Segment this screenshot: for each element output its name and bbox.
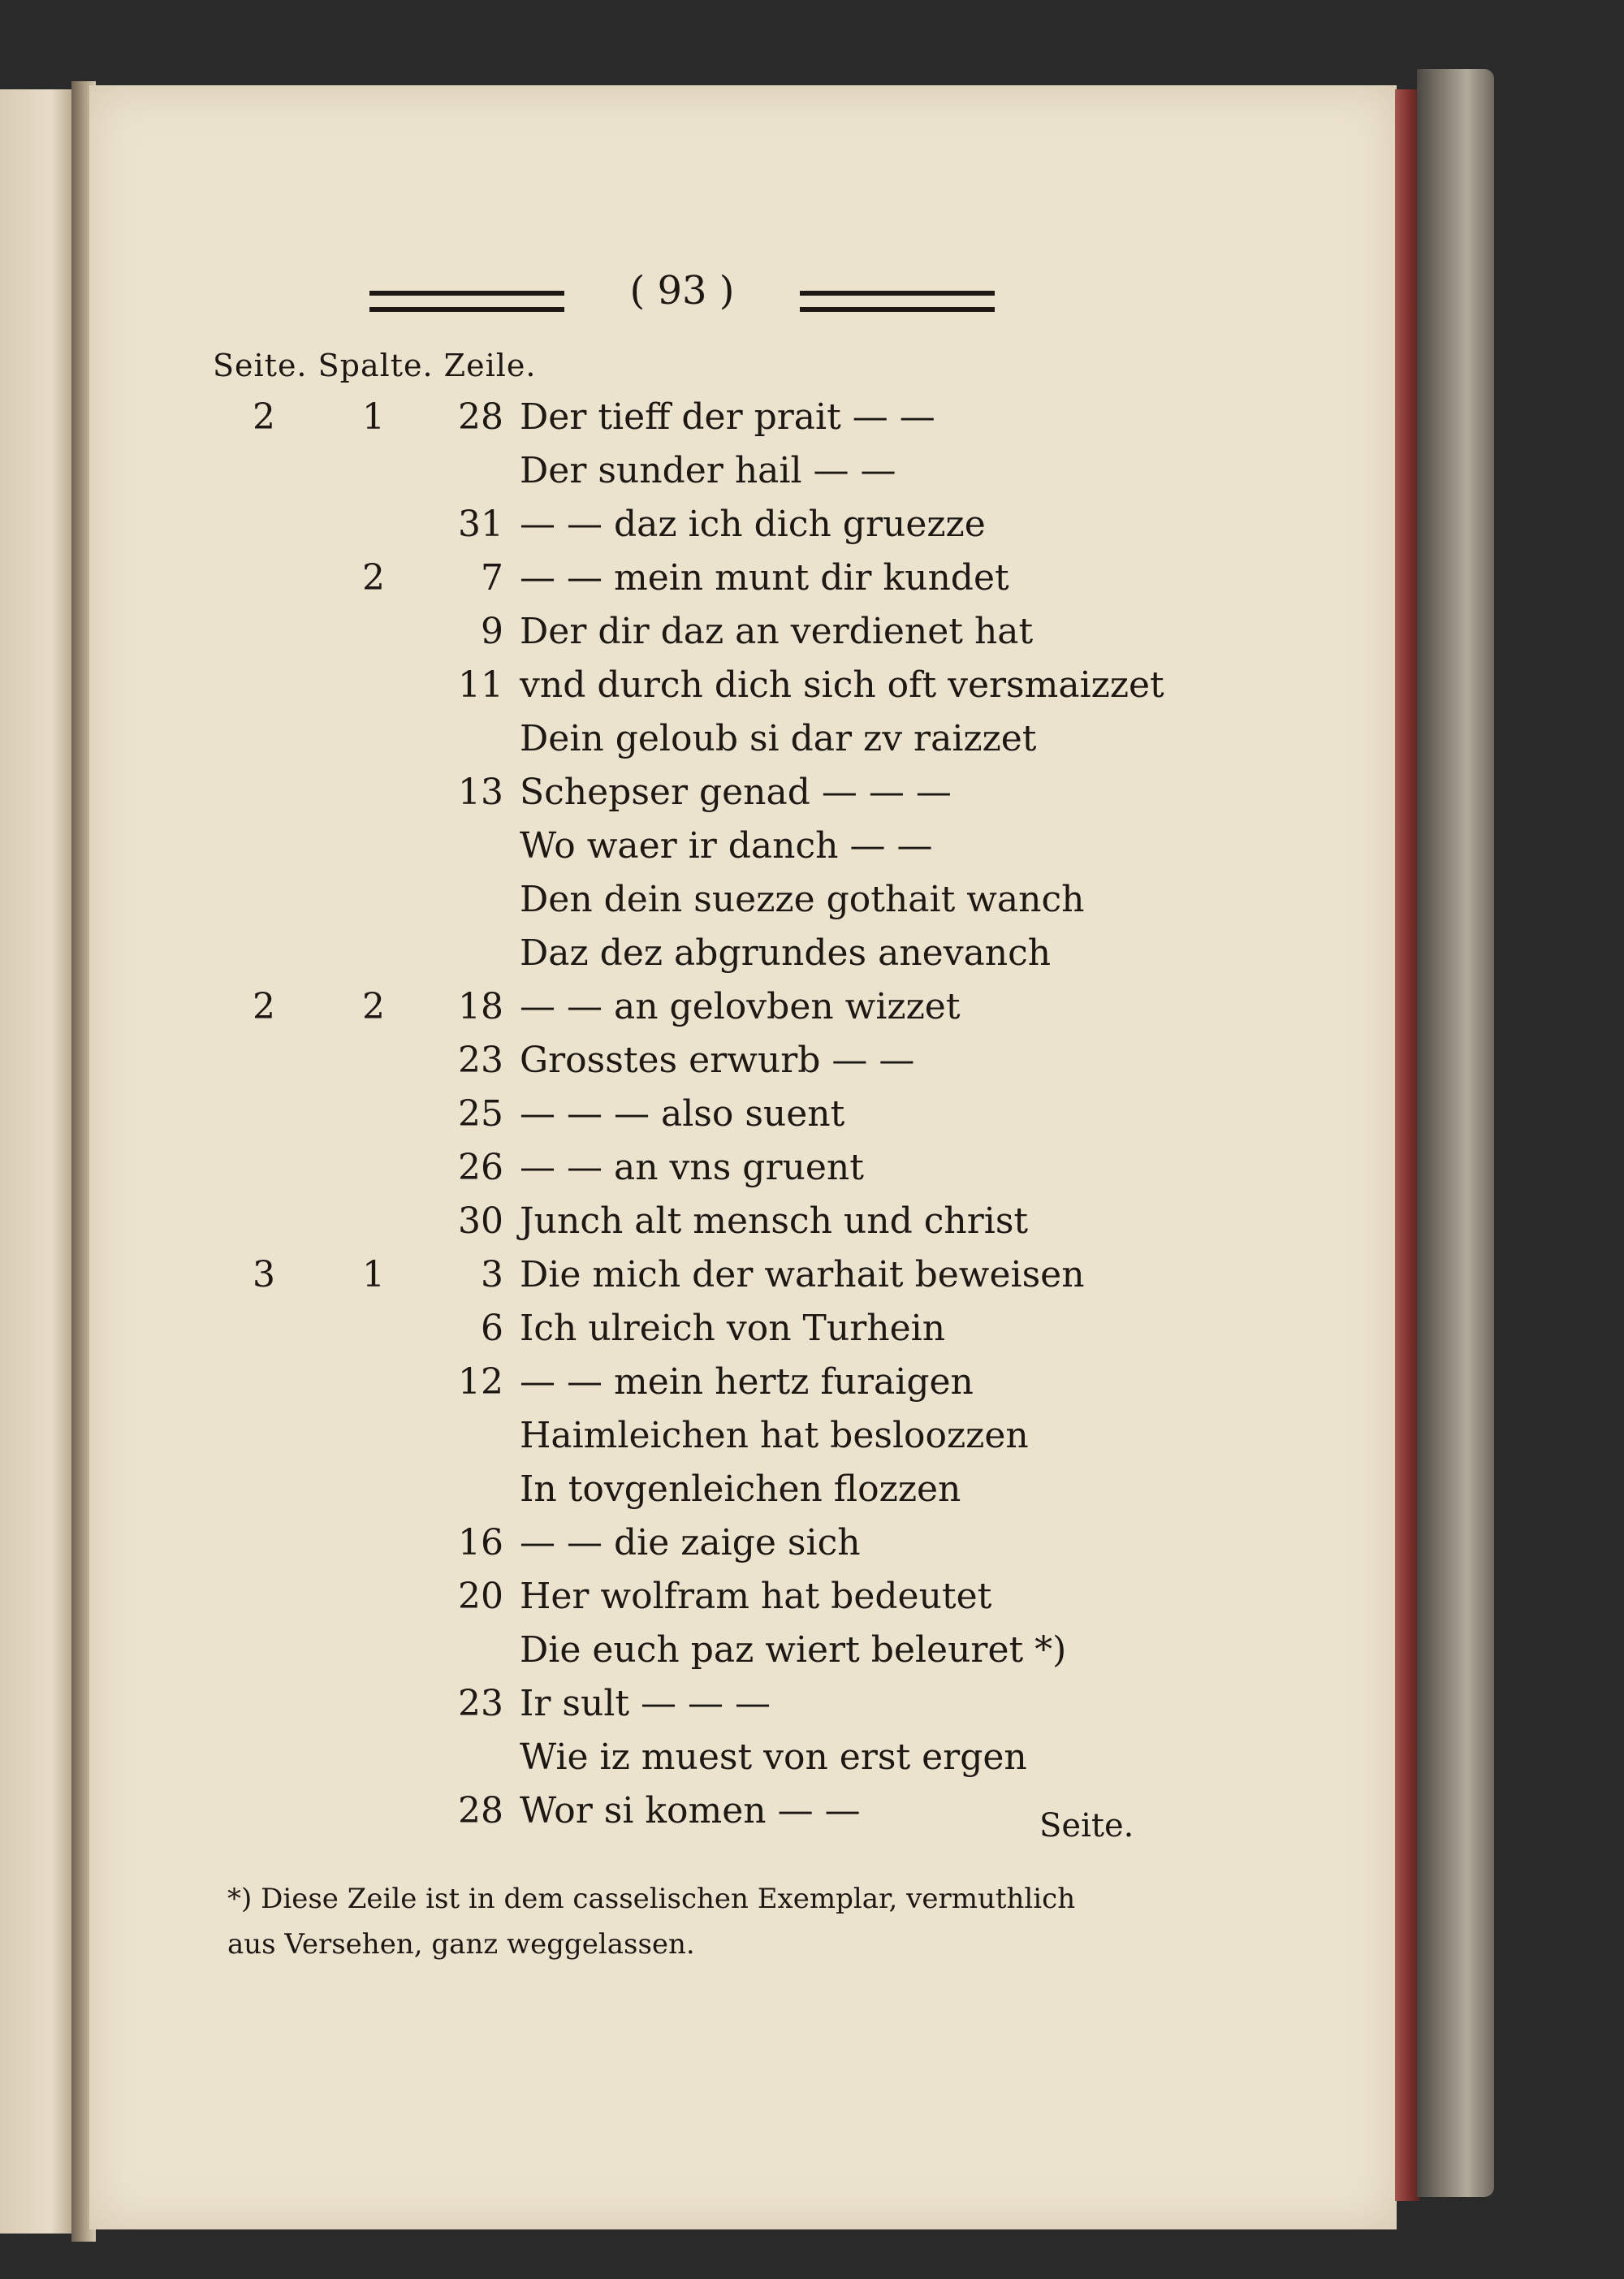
header-rule-right: [800, 291, 995, 312]
row-text: Dein geloub si dar zv raizzet: [520, 718, 1037, 759]
errata-row: [0, 396, 1218, 445]
row-text: — — mein hertz furaigen: [520, 1361, 974, 1403]
row-text: Grosstes erwurb — —: [520, 1040, 915, 1081]
errata-row: [0, 1308, 1218, 1356]
errata-row: [0, 1683, 1218, 1732]
row-text: Wo waer ir danch — —: [520, 825, 933, 867]
row-text: — — — also suent: [520, 1093, 845, 1135]
row-text: In tovgenleichen flozzen: [520, 1468, 961, 1510]
errata-row: [0, 1361, 1218, 1410]
row-seite: 2: [253, 396, 275, 438]
errata-row: [0, 772, 1218, 820]
row-seite: 3: [253, 1254, 275, 1295]
row-zeile: 25: [458, 1093, 503, 1135]
row-spalte: 1: [362, 1254, 385, 1295]
errata-row: [0, 1147, 1218, 1196]
row-text: — — daz ich dich gruezze: [520, 504, 986, 545]
errata-row: [0, 611, 1218, 659]
row-zeile: 28: [458, 1790, 503, 1831]
row-text: Wor si komen — —: [520, 1790, 861, 1831]
errata-row: [0, 986, 1218, 1035]
row-zeile: 23: [458, 1683, 503, 1724]
row-text: Die euch paz wiert beleuret *): [520, 1629, 1067, 1671]
row-zeile: 23: [458, 1040, 503, 1081]
errata-row: [0, 1093, 1218, 1142]
row-text: Der tieff der prait — —: [520, 396, 935, 438]
page-edge: [1395, 89, 1419, 2201]
row-text: Wie iz muest von erst ergen: [520, 1736, 1027, 1778]
row-text: Daz dez abgrundes anevanch: [520, 932, 1052, 974]
row-text: Haimleichen hat besloozzen: [520, 1415, 1029, 1456]
book-cover-edge: [1417, 69, 1494, 2197]
errata-row: [0, 932, 1218, 981]
errata-row: [0, 1576, 1218, 1624]
errata-row: [0, 1415, 1218, 1464]
row-zeile: 9: [481, 611, 503, 652]
row-zeile: 16: [458, 1522, 503, 1563]
row-spalte: 2: [362, 557, 385, 599]
row-text: — — an gelovben wizzet: [520, 986, 961, 1027]
row-zeile: 26: [458, 1147, 503, 1188]
row-text: Ir sult — — —: [520, 1683, 771, 1724]
row-text: vnd durch dich sich oft versmaizzet: [520, 664, 1164, 706]
column-headers: Seite. Spalte. Zeile.: [213, 348, 537, 383]
row-zeile: 18: [458, 986, 503, 1027]
row-seite: 2: [253, 986, 275, 1027]
row-zeile: 12: [458, 1361, 503, 1403]
errata-row: [0, 450, 1218, 499]
errata-row: [0, 1040, 1218, 1088]
errata-row: [0, 1736, 1218, 1785]
row-zeile: 3: [481, 1254, 503, 1295]
errata-row: [0, 504, 1218, 552]
row-zeile: 6: [481, 1308, 503, 1349]
errata-row: [0, 557, 1218, 606]
row-text: Ich ulreich von Turhein: [520, 1308, 946, 1349]
errata-row: [0, 1522, 1218, 1571]
row-spalte: 1: [362, 396, 385, 438]
row-zeile: 30: [458, 1200, 503, 1242]
row-text: Junch alt mensch und christ: [520, 1200, 1029, 1242]
errata-row: [0, 879, 1218, 928]
row-text: — — mein munt dir kundet: [520, 557, 1009, 599]
errata-row: [0, 664, 1218, 713]
errata-row: [0, 1790, 1218, 1839]
row-text: — — an vns gruent: [520, 1147, 864, 1188]
row-zeile: 20: [458, 1576, 503, 1617]
row-zeile: 28: [458, 396, 503, 438]
row-zeile: 31: [458, 504, 503, 545]
row-text: Her wolfram hat bedeutet: [520, 1576, 992, 1617]
row-text: — — die zaige sich: [520, 1522, 861, 1563]
row-text: Der sunder hail — —: [520, 450, 896, 491]
row-text: Den dein suezze gothait wanch: [520, 879, 1085, 920]
row-zeile: 7: [481, 557, 503, 599]
page-header: [369, 268, 995, 333]
errata-row: [0, 1468, 1218, 1517]
errata-row: [0, 1254, 1218, 1303]
row-text: Schepser genad — — —: [520, 772, 952, 813]
row-text: Die mich der warhait beweisen: [520, 1254, 1085, 1295]
row-text: Der dir daz an verdienet hat: [520, 611, 1034, 652]
errata-row: [0, 1200, 1218, 1249]
catchword: Seite.: [1039, 1807, 1134, 1844]
row-zeile: 11: [458, 664, 503, 706]
errata-row: [0, 1629, 1218, 1678]
errata-row: [0, 718, 1218, 767]
footnote: *) Diese Zeile ist in dem casselischen Exemplar, vermuthlich aus Versehen, ganz weggelassen.: [227, 1883, 1076, 1961]
row-spalte: 2: [362, 986, 385, 1027]
errata-row: [0, 825, 1218, 874]
row-zeile: 13: [458, 772, 503, 813]
page-number: ( 93 ): [629, 268, 735, 314]
